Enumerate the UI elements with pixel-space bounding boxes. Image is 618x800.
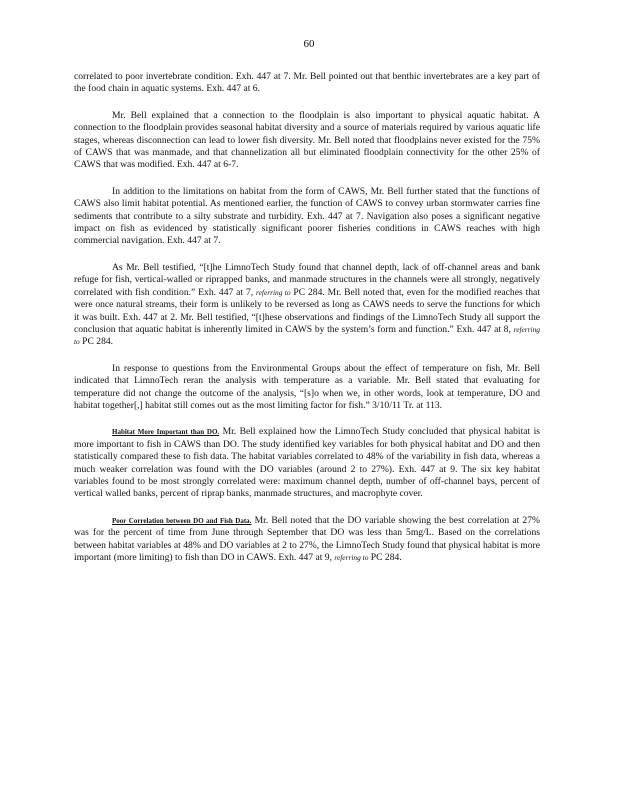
paragraph-text: PC 284. (82, 336, 114, 348)
section-heading: Poor Correlation between DO and Fish Data. (112, 516, 252, 525)
paragraph-do-fish-correlation (74, 515, 540, 565)
page-number: 60 (303, 38, 315, 50)
paragraph-habitat-vs-do (74, 426, 540, 500)
citation-signal: referring to (74, 324, 541, 347)
paragraph-invertebrate-condition (74, 71, 540, 96)
paragraph-text: Mr. Bell explained that a connection to the floodplain is also important to physical aquatic habitat. A connection to the floodplain provides seasonal habitat diversity and a source of materials required by various aquatic life stages, whereas disconnection can lead to lower fish diversity. Mr. Bell noted that floodplains never existed for the 75% of CAWS that was manmade, and that channelization all but eliminated floodplain connectivity for the other 25% of CAWS that was modified. Exh. 447 at 6-7. (74, 109, 540, 171)
paragraph-text: Mr. Bell noted that the DO variable showing the best correlation at 27% was for the percent of time from June through September that DO was less than 5mg/L. Based on the correlations between habitat variables at 48% and DO variables at 2 to 27%, the LimnoTech Study found that physical habitat is more important (more limiting) to fish than DO in CAWS. Exh. 447 at 9, (74, 514, 541, 563)
paragraph-text: PC 284. Mr. Bell noted that, even for the modified reaches that were once natural streams, their form is unlikely to be reversed as long as CAWS needs to serve the functions for which it was built. Exh. 447 at 2. Mr. Bell testified, “[t]hese observations and findings of the LimnoTech Study all support the conclusion that aquatic habitat is inherently limited in CAWS by the system’s form and function.” Exh. 447 at 8, (74, 286, 540, 335)
paragraph-caws-functions (74, 186, 540, 248)
paragraph-text: PC 284. (370, 552, 402, 563)
paragraph-text: In addition to the limitations on habitat from the form of CAWS, Mr. Bell further stated that the functions of CAWS also limit habitat potential. As mentioned earlier, the function of CAWS to convey urban stormwater carries fine sediments that contribute to a silty substrate and turbidity. Exh. 447 at 7. Navigation also poses a significant negative impact on fish as evidenced by statistically significant poorer fisheries conditions in CAWS reaches with high commercial navigation. Exh. 447 at 7. (74, 185, 540, 247)
section-heading: Habitat More Important than DO. (112, 428, 220, 437)
citation-signal: referring to (334, 553, 369, 562)
paragraph-text: As Mr. Bell testified, “[t]he LimnoTech Study found that channel depth, lack of off-channel areas and bank refuge for fish, vertical-walled or riprapped banks, and manmade structures in the channels were all strongly, negatively correlated with fish condition.” Exh. 447 at 7, (74, 261, 540, 298)
paragraph-text: correlated to poor invertebrate condition. Exh. 447 at 7. Mr. Bell pointed out that benthic invertebrates are a key part of the food chain in aquatic systems. Exh. 447 at 6. (74, 71, 540, 95)
paragraph-floodplain-connection (74, 110, 540, 172)
citation-signal: referring to (256, 287, 291, 297)
paragraph-temperature (74, 363, 540, 413)
paragraph-text: Mr. Bell explained how the LimnoTech Study concluded that physical habitat is more important to fish in CAWS than DO. The study identified key variables for both physical habitat and DO and then statistically compared these to fish data. The habitat variables correlated to 48% of the variability in fish data, whereas a much weaker correlation was found with the DO variables (around 2 to 27%). Exh. 447 at 9. The six key habitat variables found to be most strongly correlated were: maximum channel depth, number of off-channel bays, percent of vertical walled banks, percent of riprap banks, manmade structures, and macrophyte cover. (74, 426, 540, 500)
paragraph-limnotech-testimony (74, 262, 540, 349)
document-body (74, 71, 540, 578)
paragraph-text: In response to questions from the Environmental Groups about the effect of temperature on fish, Mr. Bell indicated that LimnoTech reran the analysis with temperature as a variable. Mr. Bell stated that evaluating for temperature did not change the outcome of the analysis, “[s]o when we, in other words, look at temperature, DO and habitat together[,] habitat still comes out as the most limiting factor for fish.” 3/10/11 Tr. at 113. (74, 362, 540, 411)
